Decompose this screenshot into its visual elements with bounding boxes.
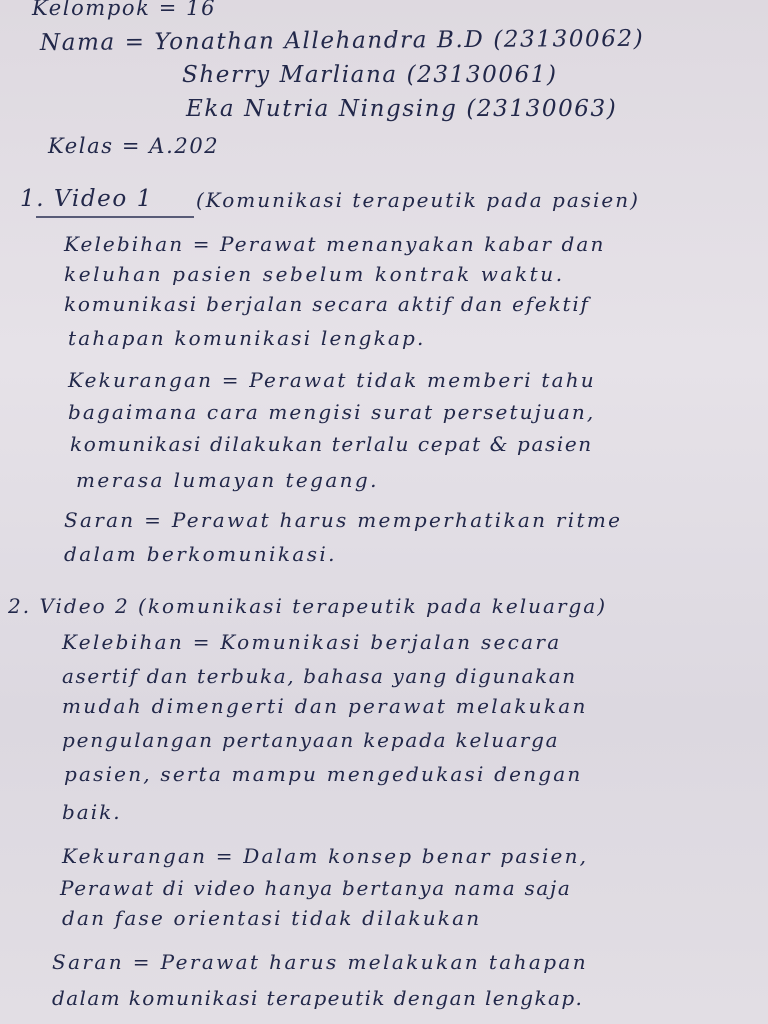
s1-kelebihan-2: keluhan pasien sebelum kontrak waktu.: [64, 262, 565, 286]
nama-line-1: Nama = Yonathan Allehandra B.D (23130062): [39, 25, 645, 56]
kelompok-line: Kelompok = 16: [32, 0, 217, 20]
s2-kelebihan-6: baik.: [62, 800, 122, 824]
s2-saran-2: dalam komunikasi terapeutik dengan lengkap.: [52, 986, 584, 1010]
s1-kelebihan-4: tahapan komunikasi lengkap.: [68, 326, 426, 350]
s2-kelebihan-1: Kelebihan = Komunikasi berjalan secara: [62, 630, 562, 654]
nama-line-2: Sherry Marliana (23130061): [182, 62, 558, 88]
s2-kelebihan-5: pasien, serta mampu mengedukasi dengan: [64, 762, 583, 786]
s2-kelebihan-4: pengulangan pertanyaan kepada keluarga: [62, 728, 560, 752]
s1-saran-2: dalam berkomunikasi.: [64, 542, 337, 566]
s1-kekurangan-1: Kekurangan = Perawat tidak memberi tahu: [68, 368, 596, 392]
s1-kelebihan-3: komunikasi berjalan secara aktif dan efektif: [64, 292, 590, 316]
s2-kekurangan-3: dan fase orientasi tidak dilakukan: [62, 906, 482, 930]
s1-kelebihan-1: Kelebihan = Perawat menanyakan kabar dan: [64, 232, 606, 256]
section1-subtitle: (Komunikasi terapeutik pada pasien): [196, 188, 640, 212]
s2-kekurangan-2: Perawat di video hanya bertanya nama saja: [60, 876, 572, 900]
s2-kekurangan-1: Kekurangan = Dalam konsep benar pasien,: [62, 844, 589, 868]
s1-kekurangan-3: komunikasi dilakukan terlalu cepat & pasien: [70, 432, 593, 456]
s2-kelebihan-2: asertif dan terbuka, bahasa yang digunakan: [62, 664, 577, 688]
s2-saran-1: Saran = Perawat harus melakukan tahapan: [52, 950, 589, 974]
s1-kekurangan-4: merasa lumayan tegang.: [76, 468, 379, 492]
kelas-line: Kelas = A.202: [48, 134, 220, 158]
s2-kelebihan-3: mudah dimengerti dan perawat melakukan: [62, 694, 588, 718]
s1-kekurangan-2: bagaimana cara mengisi surat persetujuan,: [68, 400, 596, 424]
section2-title: 2. Video 2 (komunikasi terapeutik pada keluarga): [8, 594, 608, 618]
s1-saran-1: Saran = Perawat harus memperhatikan ritme: [64, 508, 623, 532]
nama-line-3: Eka Nutria Ningsing (23130063): [186, 96, 618, 122]
section1-title-underline: [36, 216, 194, 218]
section1-title: 1. Video 1: [20, 186, 153, 212]
